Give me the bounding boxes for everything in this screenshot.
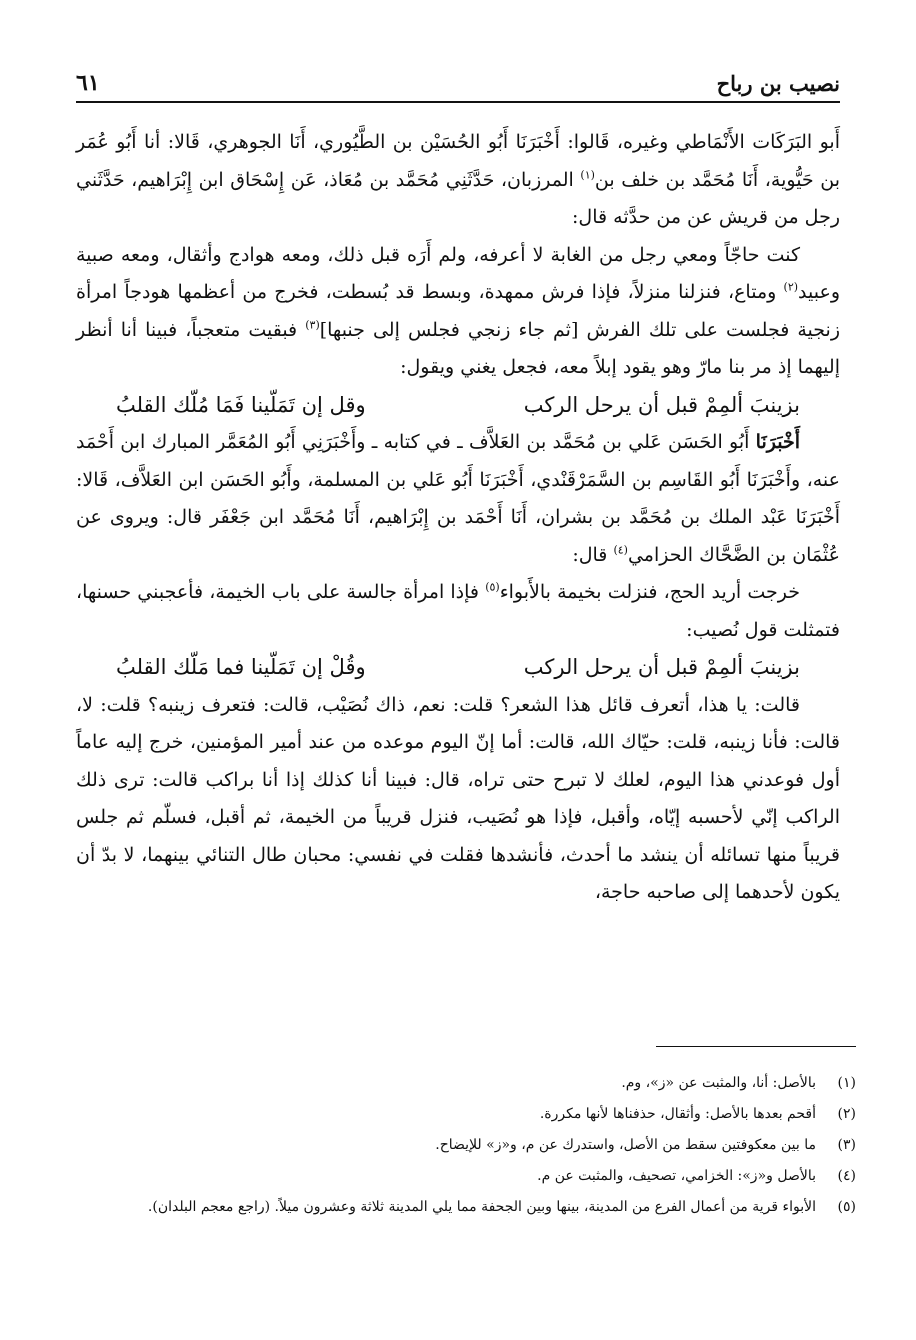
footnote-text: الأبواء قرية من أعمال الفرع من المدينة، بينها وبين الجحفة مما يلي المدينة ثلاثة وعشرون ميلاً. (راجع معجم البلدان). xyxy=(147,1199,816,1215)
footnote xyxy=(76,1068,856,1099)
footnote-number: (٣) xyxy=(837,1137,856,1153)
footnote-number: (٥) xyxy=(837,1199,856,1215)
footnote-number: (١) xyxy=(837,1075,856,1091)
footnote-text: بالأصل: أنا، والمثبت عن «ز»، وم. xyxy=(621,1075,816,1091)
header-rule xyxy=(76,101,840,103)
verse-2 xyxy=(76,649,840,687)
paragraph-4: خرجت أريد الحج، فنزلت بخيمة بالأَبواء$^{(٥)}$ فإذا امرأة جالسة على باب الخيمة، فأعجبني حسنها، فتمثلت قول نُصيب: xyxy=(76,580,840,641)
main-text xyxy=(76,124,840,912)
footnotes xyxy=(76,1068,856,1223)
verse-1 xyxy=(76,387,840,425)
paragraph-2: كنت حاجّاً ومعي رجل من الغابة لا أعرفه، ولم أَرَه قبل ذلك، ومعه هوادج وأثقال، ومعه صبية وعبيد$^{(٢)}$ ومتاع، فنزلنا منزلاً، فإذا فرش ممهدة، وبسط قد بُسطت، فخرج من أعظمها هودجاً امرأة زنجية فجلست على تلك الفرش [ثم جاء زنجي فجلس إلى جنبها]$^{(٣)}$ فبقيت متعجباً، فبينا أنا أنظر إليهما إذ مر بنا مارّ وهو يقود إبلاً معه، فجعل يغني ويقول: xyxy=(76,243,841,378)
footnote-number: (٤) xyxy=(837,1168,856,1184)
footnote-ref-4: (٤) xyxy=(613,543,628,557)
verse-2-hemistich-left: وقُلْ إن تَمَلّينا فما مَلّك القلبُ xyxy=(116,655,366,679)
footnote-text: ما بين معكوفتين سقط من الأصل، واستدرك عن م، و«ز» للإيضاح. xyxy=(435,1137,816,1153)
footnote xyxy=(76,1130,856,1161)
running-title: نصيب بن رباح xyxy=(716,71,840,96)
paragraph-1: أَبو البَرَكَات الأَنْمَاطي وغيره، قَالوا: أَخْبَرَنَا أَبُو الحُسَيْن بن الطَّيُوري، أَنَا الجوهري، قَالا: أنا أَبُو عُمَر بن حَيُّوية، أَنَا مُحَمَّد بن خلف بن$^{(١)}$ المرزبان، حَدَّثَنِي مُحَمَّد بن مُعَاذ، عَن إِسْحَاق ابن إِبْرَاهيم، حَدَّثَني رجل من قريش عن من حدَّثه قال: xyxy=(76,131,840,228)
footnote-rule xyxy=(656,1046,856,1047)
footnote-ref-1: (١) xyxy=(580,168,595,182)
footnote xyxy=(76,1099,856,1130)
footnote xyxy=(76,1192,856,1223)
footnote xyxy=(76,1161,856,1192)
paragraph-5: قالت: يا هذا، أتعرف قائل هذا الشعر؟ قلت: نعم، ذاك نُصَيْب، قالت: فتعرف زينبه؟ قلت: لا، قالت: فأنا زينبه، قلت: حيّاك الله، قالت: أما إنّ اليوم موعده من عند أمير المؤمنين، خرج إليه عاماً أول فوعدني هذا اليوم، لعلك لا تبرح حتى تراه، قال: فبينا أنا كذلك إذا أنا براكب قالت: ترى ذلك الراكب إنّي لأحسبه إيّاه، وأقبل، فإذا هو نُصَيب، فنزل قريباً من الخيمة، ثم أقبل، فسلّم ثم جلس قريباً منها تسائله أن ينشد ما أحدث، فأنشدها فقلت في نفسي: محبان طال التنائي بينهما، لا بدّ أن يكون لأحدهما إلى صاحبه حاجة، xyxy=(76,693,840,903)
verse-1-hemistich-left: وقل إن تَمَلّينا فَمَا مُلّك القلبُ xyxy=(116,392,366,417)
footnote-ref-2: (٢) xyxy=(783,280,799,294)
verse-2-hemistich-right: بزينبَ ألمِمْ قبل أن يرحل الركب xyxy=(523,655,800,679)
page-number: ٦١ xyxy=(76,70,100,96)
footnote-ref-5: (٥) xyxy=(485,580,500,594)
footnote-text: أقحم بعدها بالأصل: وأثقال، حذفناها لأنها مكررة. xyxy=(539,1106,816,1122)
paragraph-3: أَخْبَرَنَا أَبُو الحَسَن عَلي بن مُحَمَّد بن العَلاَّف ـ في كتابه ـ وأَخْبَرَنِي أَبُو المُعَمَّر المبارك ابن أَحْمَد عنه، وأَخْبَرَنَا أَبُو القَاسِم بن السَّمَرْقَنْدي، أَخْبَرَنَا أَبُو عَلي بن المسلمة، وأَبُو الحَسَن ابن العَلاَّف، قَالا: أَخْبَرَنَا عَبْد الملك بن مُحَمَّد بن بشران، أَنَا أَحْمَد بن إِبْرَاهيم، أَنَا مُحَمَّد ابن جَعْفَر قال: ويروى عن عُثْمَان بن الضَّحَّاك الحزامي$^{(٤)}$ قال: xyxy=(76,431,840,566)
page-header xyxy=(76,56,840,96)
footnote-text: بالأصل و«ز»: الخزامي، تصحيف، والمثبت عن م. xyxy=(537,1168,816,1184)
footnote-ref-3: (٣) xyxy=(305,318,320,332)
footnote-number: (٢) xyxy=(837,1106,856,1122)
verse-1-hemistich-right: بزينبَ ألمِمْ قبل أن يرحل الركب xyxy=(523,392,800,417)
akhbarana-heading: أَخْبَرَنَا xyxy=(755,431,800,453)
